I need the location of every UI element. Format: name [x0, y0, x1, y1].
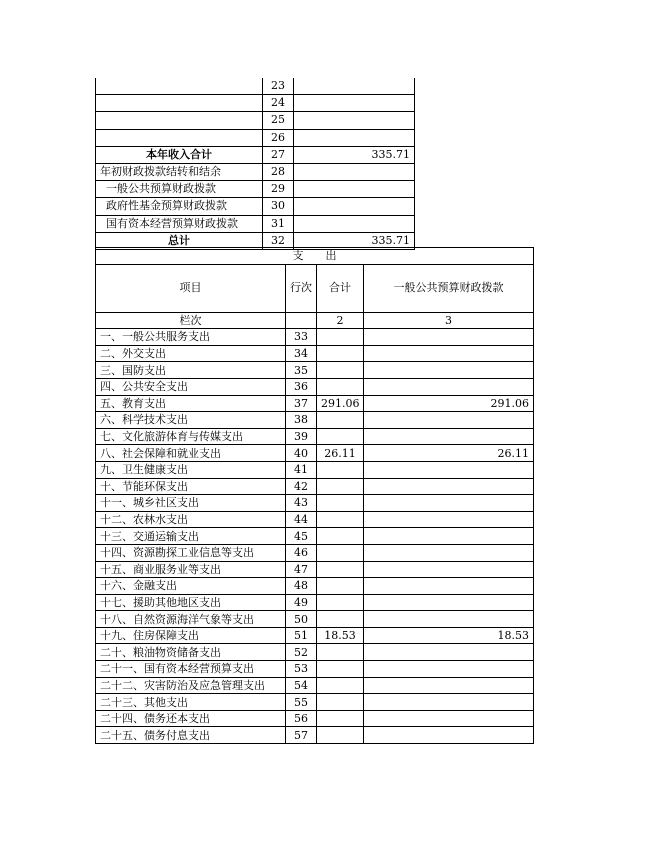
expenditure-row-general	[364, 345, 534, 362]
expenditure-row	[96, 727, 534, 744]
revenue-row-label: 政府性基金预算财政拨款	[96, 198, 263, 215]
revenue-row-value	[294, 95, 415, 112]
revenue-row-label: 总计	[96, 232, 263, 249]
expenditure-row-general	[364, 528, 534, 545]
revenue-row-line: 30	[263, 198, 294, 215]
revenue-row-line: 32	[263, 232, 294, 249]
expenditure-row-general	[364, 461, 534, 478]
revenue-row-value	[294, 78, 415, 95]
expenditure-row-label: 十六、金融支出	[96, 578, 286, 595]
expenditure-row-line: 38	[286, 412, 317, 429]
revenue-row-value: 335.71	[294, 232, 415, 249]
expenditure-row	[96, 627, 534, 644]
revenue-row-value	[294, 112, 415, 129]
expenditure-row-total	[317, 478, 364, 495]
revenue-row-label	[96, 112, 263, 129]
expenditure-row-line: 53	[286, 661, 317, 678]
expenditure-row-general	[364, 511, 534, 528]
expenditure-row-line: 57	[286, 727, 317, 744]
expenditure-row-general	[364, 561, 534, 578]
expenditure-row-general	[364, 478, 534, 495]
revenue-row	[96, 129, 415, 146]
expenditure-row-total	[317, 461, 364, 478]
revenue-row-label	[96, 78, 263, 95]
expenditure-row	[96, 461, 534, 478]
expenditure-row-label: 二、外交支出	[96, 345, 286, 362]
expenditure-row-label: 十三、交通运输支出	[96, 528, 286, 545]
expenditure-row-line: 47	[286, 561, 317, 578]
expenditure-row-label: 二十五、债务付息支出	[96, 727, 286, 744]
expenditure-row-total: 18.53	[317, 627, 364, 644]
expenditure-row-total	[317, 329, 364, 346]
expenditure-row-general	[364, 412, 534, 429]
expenditure-row-general	[364, 644, 534, 661]
expenditure-row-label: 二十三、其他支出	[96, 694, 286, 711]
expenditure-row-label: 二十四、债务还本支出	[96, 710, 286, 727]
expenditure-row-total	[317, 544, 364, 561]
expenditure-row-total	[317, 362, 364, 379]
expenditure-row-line: 37	[286, 395, 317, 412]
expenditure-row-general	[364, 428, 534, 445]
revenue-row-line: 28	[263, 163, 294, 180]
expenditure-row	[96, 378, 534, 395]
expenditure-row-general: 291.06	[364, 395, 534, 412]
expenditure-row-line: 34	[286, 345, 317, 362]
expenditure-row	[96, 345, 534, 362]
expenditure-table	[95, 247, 534, 744]
expenditure-row-total	[317, 694, 364, 711]
expenditure-row-total	[317, 412, 364, 429]
expenditure-row-total	[317, 578, 364, 595]
revenue-row	[96, 163, 415, 180]
expenditure-row-label: 五、教育支出	[96, 395, 286, 412]
expenditure-row	[96, 710, 534, 727]
expenditure-row	[96, 694, 534, 711]
expenditure-row	[96, 329, 534, 346]
expenditure-row-general	[364, 710, 534, 727]
expenditure-row-total	[317, 710, 364, 727]
expenditure-row-label: 十九、住房保障支出	[96, 627, 286, 644]
expenditure-table-body	[96, 248, 534, 744]
revenue-row-value	[294, 198, 415, 215]
expenditure-row	[96, 495, 534, 512]
revenue-row-line: 27	[263, 146, 294, 163]
expenditure-row-total: 291.06	[317, 395, 364, 412]
expenditure-row-label: 二十一、国有资本经营预算支出	[96, 661, 286, 678]
revenue-row	[96, 181, 415, 198]
expenditure-row-total: 26.11	[317, 445, 364, 462]
revenue-table	[95, 78, 415, 250]
expenditure-row-label: 一、一般公共服务支出	[96, 329, 286, 346]
expenditure-row	[96, 544, 534, 561]
expenditure-row	[96, 528, 534, 545]
expenditure-row	[96, 661, 534, 678]
revenue-row-line: 25	[263, 112, 294, 129]
expenditure-row-line: 46	[286, 544, 317, 561]
expenditure-row-line: 33	[286, 329, 317, 346]
expenditure-row-total	[317, 428, 364, 445]
expenditure-row-label: 十一、城乡社区支出	[96, 495, 286, 512]
revenue-row-line: 23	[263, 78, 294, 95]
expenditure-row-general	[364, 611, 534, 628]
expenditure-row-general: 18.53	[364, 627, 534, 644]
expenditure-row-label: 二十、粮油物资储备支出	[96, 644, 286, 661]
expenditure-row-total	[317, 727, 364, 744]
expenditure-row-line: 54	[286, 677, 317, 694]
revenue-row-label: 本年收入合计	[96, 146, 263, 163]
expenditure-row-line: 43	[286, 495, 317, 512]
header-line: 行次	[286, 264, 317, 312]
expenditure-row-total	[317, 677, 364, 694]
column-index-general: 3	[364, 312, 534, 329]
expenditure-row-total	[317, 345, 364, 362]
expenditure-row	[96, 412, 534, 429]
column-index-label: 栏次	[96, 312, 286, 329]
revenue-row-label: 一般公共预算财政拨款	[96, 181, 263, 198]
expenditure-row-total	[317, 561, 364, 578]
expenditure-row-label: 十五、商业服务业等支出	[96, 561, 286, 578]
expenditure-row	[96, 362, 534, 379]
expenditure-row-total	[317, 661, 364, 678]
expenditure-row-label: 十八、自然资源海洋气象等支出	[96, 611, 286, 628]
revenue-row-value	[294, 163, 415, 180]
expenditure-row	[96, 395, 534, 412]
expenditure-row-total	[317, 528, 364, 545]
expenditure-row	[96, 578, 534, 595]
expenditure-row-label: 四、公共安全支出	[96, 378, 286, 395]
expenditure-row	[96, 677, 534, 694]
revenue-row-value	[294, 181, 415, 198]
expenditure-row-line: 51	[286, 627, 317, 644]
expenditure-row-total	[317, 511, 364, 528]
expenditure-row-line: 42	[286, 478, 317, 495]
expenditure-row-line: 40	[286, 445, 317, 462]
column-index-total: 2	[317, 312, 364, 329]
revenue-row	[96, 78, 415, 95]
expenditure-row	[96, 644, 534, 661]
expenditure-row-total	[317, 495, 364, 512]
revenue-row-label	[96, 129, 263, 146]
expenditure-row-general	[364, 727, 534, 744]
revenue-row-value: 335.71	[294, 146, 415, 163]
section-title: 支 出	[96, 248, 534, 265]
header-total: 合计	[317, 264, 364, 312]
expenditure-row-general	[364, 378, 534, 395]
revenue-row-label	[96, 95, 263, 112]
expenditure-row	[96, 511, 534, 528]
expenditure-row-label: 七、文化旅游体育与传媒支出	[96, 428, 286, 445]
expenditure-row-label: 十二、农林水支出	[96, 511, 286, 528]
expenditure-row-label: 二十二、灾害防治及应急管理支出	[96, 677, 286, 694]
column-index-line	[286, 312, 317, 329]
expenditure-row-total	[317, 611, 364, 628]
expenditure-row-label: 八、社会保障和就业支出	[96, 445, 286, 462]
revenue-row-line: 31	[263, 215, 294, 232]
expenditure-row	[96, 445, 534, 462]
expenditure-row-label: 十七、援助其他地区支出	[96, 594, 286, 611]
expenditure-row-line: 45	[286, 528, 317, 545]
expenditure-row-general	[364, 677, 534, 694]
expenditure-row-general	[364, 578, 534, 595]
expenditure-row-line: 56	[286, 710, 317, 727]
expenditure-row-label: 六、科学技术支出	[96, 412, 286, 429]
section-title-row	[96, 248, 534, 265]
expenditure-row-general	[364, 661, 534, 678]
expenditure-row-line: 49	[286, 594, 317, 611]
header-general-budget: 一般公共预算财政拨款	[364, 264, 534, 312]
column-index-row	[96, 312, 534, 329]
expenditure-row-label: 十四、资源勘探工业信息等支出	[96, 544, 286, 561]
revenue-row	[96, 215, 415, 232]
expenditure-row-general	[364, 495, 534, 512]
expenditure-row	[96, 611, 534, 628]
revenue-row	[96, 95, 415, 112]
expenditure-row	[96, 478, 534, 495]
revenue-row-value	[294, 129, 415, 146]
expenditure-row-label: 十、节能环保支出	[96, 478, 286, 495]
expenditure-row-line: 50	[286, 611, 317, 628]
expenditure-row-total	[317, 644, 364, 661]
revenue-row	[96, 198, 415, 215]
expenditure-row	[96, 594, 534, 611]
expenditure-row-general	[364, 594, 534, 611]
expenditure-row-line: 36	[286, 378, 317, 395]
expenditure-row-line: 52	[286, 644, 317, 661]
header-item: 项目	[96, 264, 286, 312]
expenditure-row-label: 九、卫生健康支出	[96, 461, 286, 478]
revenue-row-line: 29	[263, 181, 294, 198]
header-row	[96, 264, 534, 312]
expenditure-row-label: 三、国防支出	[96, 362, 286, 379]
revenue-row	[96, 112, 415, 129]
expenditure-row-total	[317, 594, 364, 611]
expenditure-row-total	[317, 378, 364, 395]
expenditure-row-general	[364, 362, 534, 379]
expenditure-row-general	[364, 544, 534, 561]
expenditure-row-general: 26.11	[364, 445, 534, 462]
revenue-row-line: 24	[263, 95, 294, 112]
expenditure-row-line: 44	[286, 511, 317, 528]
expenditure-row-general	[364, 694, 534, 711]
revenue-row-label: 年初财政拨款结转和结余	[96, 163, 263, 180]
expenditure-row-line: 48	[286, 578, 317, 595]
expenditure-row-line: 55	[286, 694, 317, 711]
revenue-row-value	[294, 215, 415, 232]
revenue-table-body	[96, 78, 415, 249]
revenue-row-label: 国有资本经营预算财政拨款	[96, 215, 263, 232]
revenue-row-line: 26	[263, 129, 294, 146]
expenditure-row	[96, 428, 534, 445]
revenue-row	[96, 146, 415, 163]
expenditure-row-general	[364, 329, 534, 346]
expenditure-row-line: 41	[286, 461, 317, 478]
expenditure-row-line: 35	[286, 362, 317, 379]
expenditure-row	[96, 561, 534, 578]
expenditure-row-line: 39	[286, 428, 317, 445]
